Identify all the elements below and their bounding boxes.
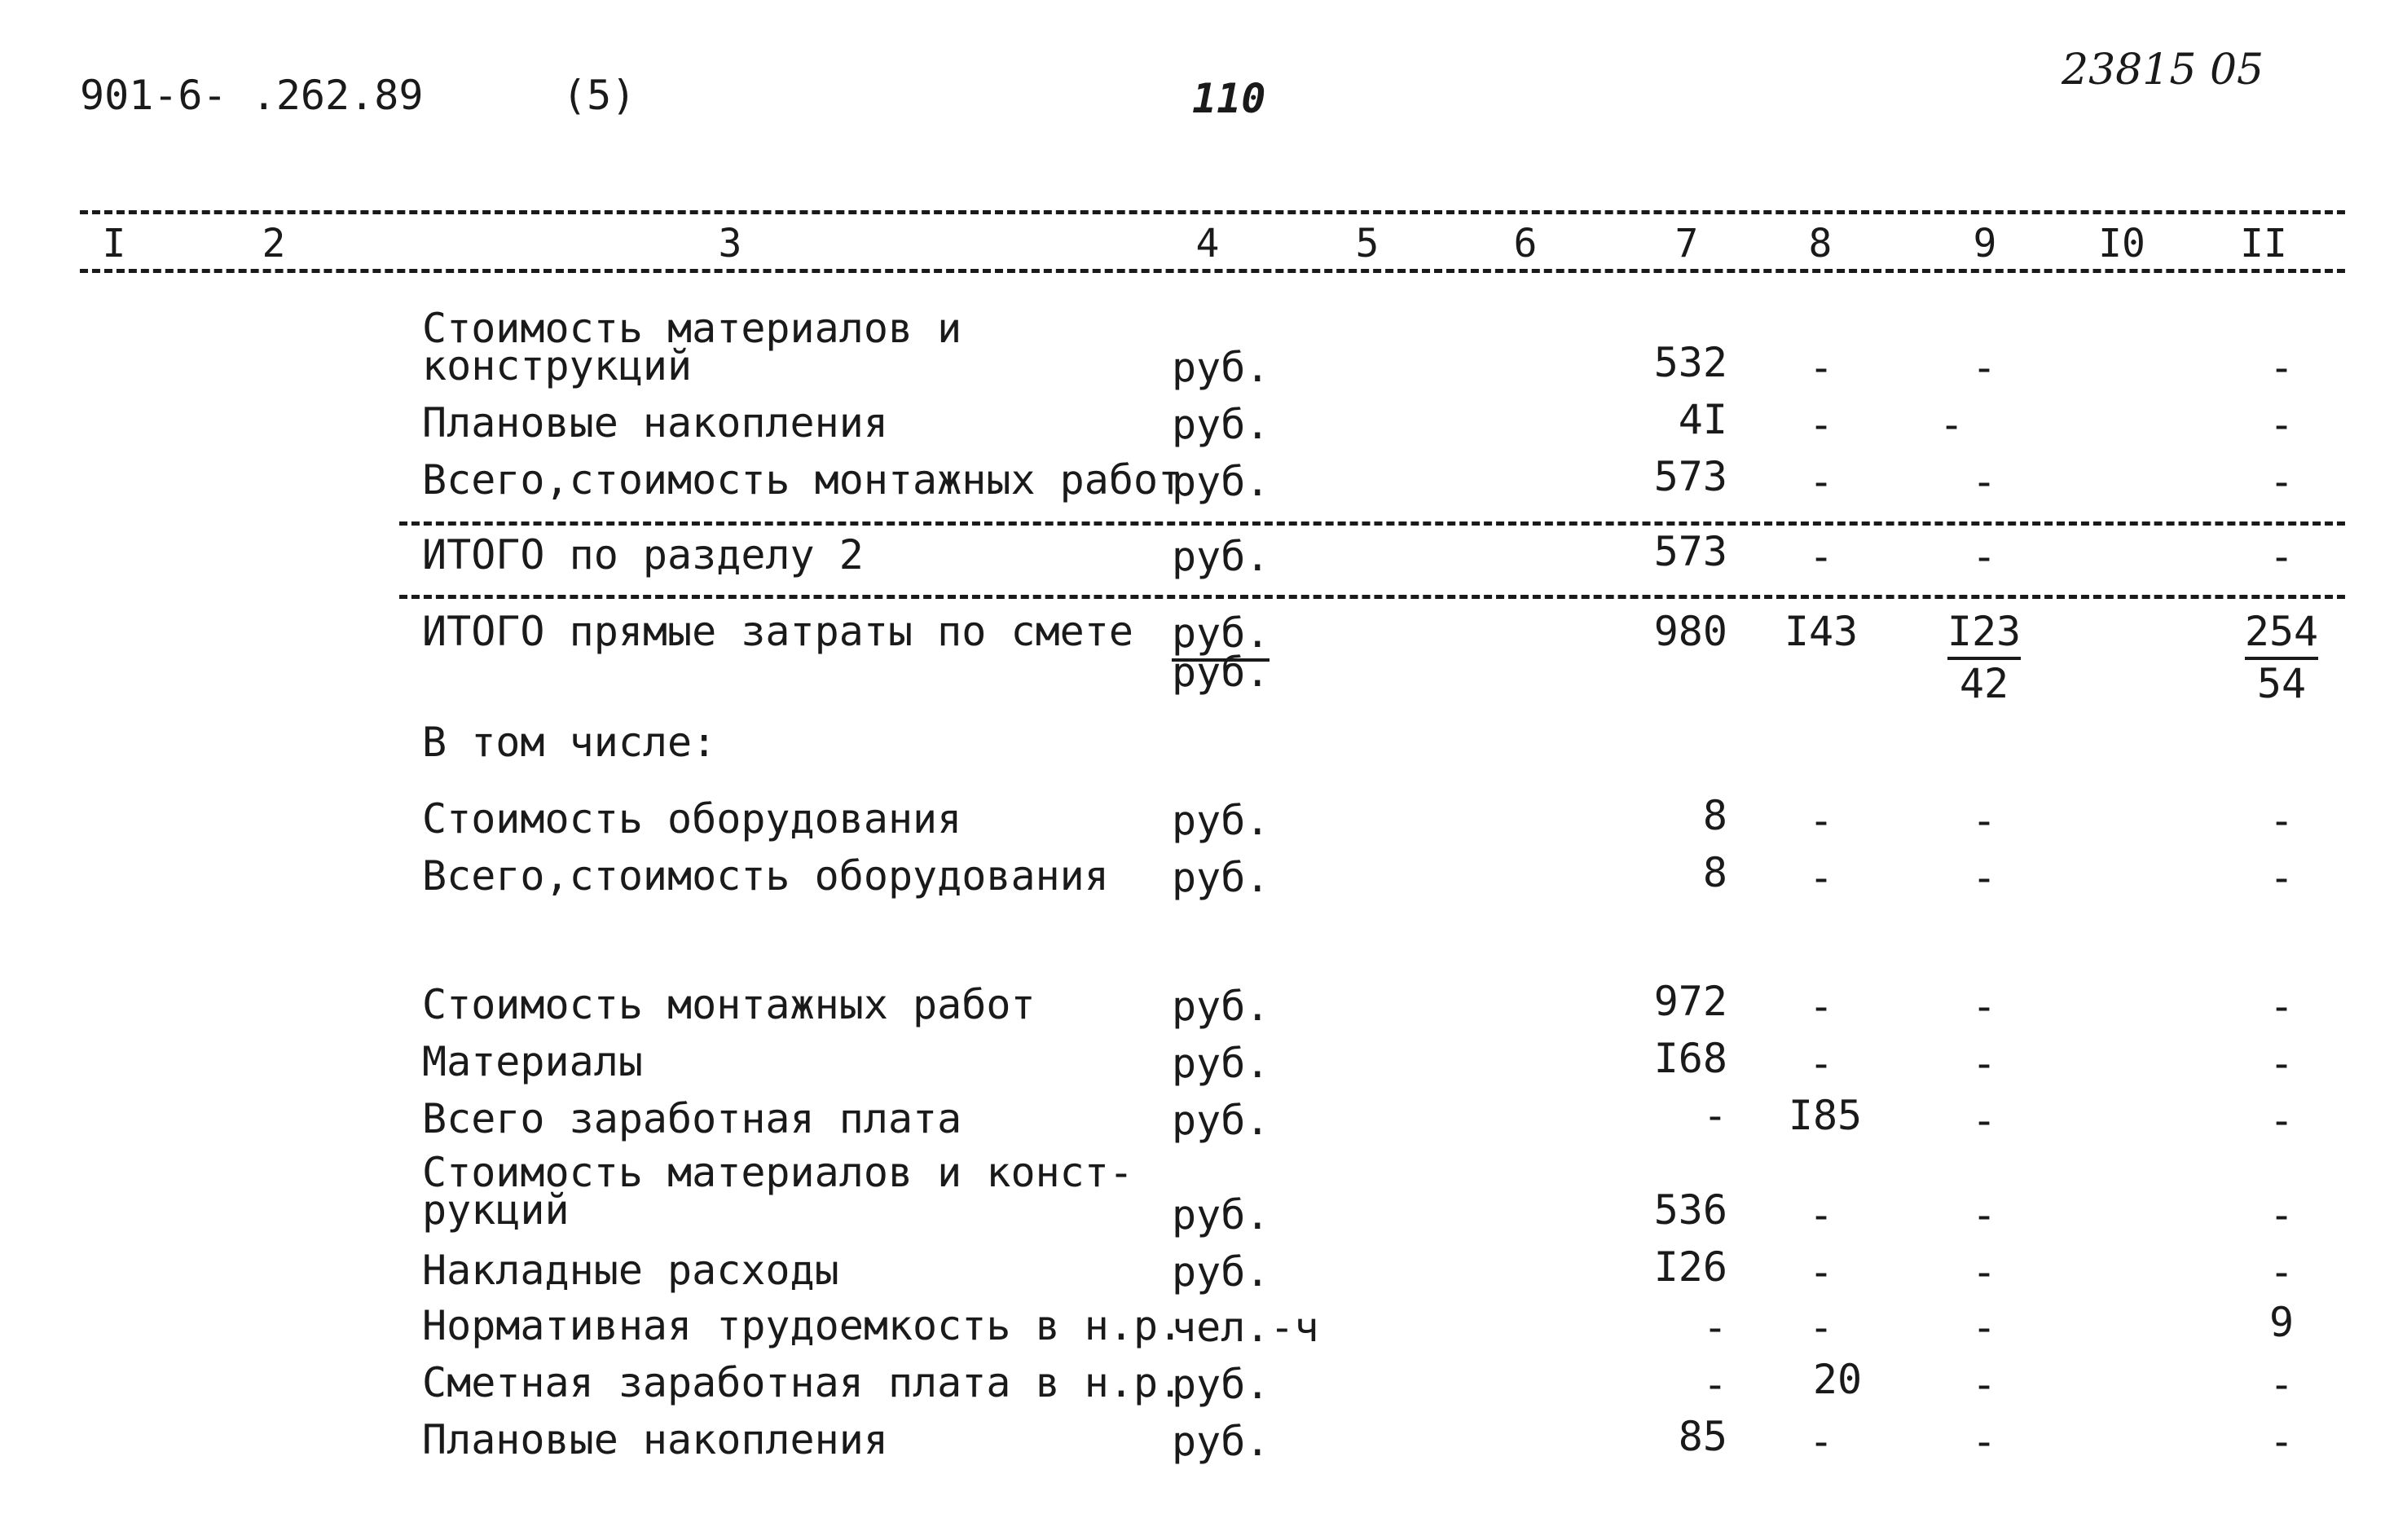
row-col9: -: [1971, 533, 1997, 580]
row-col8: -: [1808, 1304, 1834, 1351]
row-unit: чел.-ч: [1172, 1304, 1319, 1351]
row-col11: -: [2268, 1040, 2295, 1087]
section-subheading: В том числе:: [422, 719, 717, 766]
row-name: Сметная заработная плата в н.р.: [422, 1359, 1183, 1406]
column-number: II: [2240, 221, 2287, 266]
row-col9: -: [1971, 344, 1997, 391]
row-col7: -: [1702, 1304, 1727, 1351]
row-unit: руб.: [1172, 797, 1270, 844]
row-name: ИТОГО по разделу 2: [422, 531, 864, 579]
row-col11: -: [2268, 533, 2295, 580]
row-unit: руб.: [1172, 613, 1270, 653]
row-col7: 4I: [1678, 396, 1727, 443]
row-col8: -: [1808, 1191, 1834, 1239]
row-col7: 972: [1653, 978, 1727, 1025]
row-col7: I68: [1653, 1035, 1727, 1082]
row-col8: -: [1808, 401, 1834, 448]
document-code: 901-6- .262.89: [80, 72, 424, 119]
row-col11: 254: [2237, 611, 2326, 652]
section-separator: [399, 521, 2345, 526]
column-number: I: [102, 221, 126, 266]
row-col9: -: [1971, 1361, 1997, 1408]
row-col9: -: [1971, 1097, 1997, 1144]
row-col8: -: [1808, 1040, 1834, 1087]
row-col9: -: [1971, 1248, 1997, 1296]
row-name: Стоимость оборудования: [422, 795, 962, 843]
row-col8: I43: [1784, 608, 1859, 655]
row-col7: -: [1702, 1361, 1727, 1408]
row-col9: -: [1971, 1304, 1997, 1351]
row-name: Накладные расходы: [422, 1247, 839, 1294]
row-col7: -: [1702, 1092, 1727, 1139]
row-col11: 9: [2268, 1299, 2295, 1346]
row-col7: 980: [1653, 608, 1727, 655]
section-separator: [399, 595, 2345, 599]
row-col8: -: [1808, 533, 1834, 580]
row-col11: -: [2268, 1248, 2295, 1296]
row-col11-secondary: 54: [2256, 660, 2307, 707]
row-col11: -: [2268, 1191, 2295, 1239]
inventory-number: 23815 05: [2062, 46, 2264, 95]
column-number: 7: [1674, 221, 1699, 266]
row-col7: 8: [1702, 849, 1727, 896]
row-col11: -: [2268, 854, 2295, 901]
row-name: конструкций: [422, 342, 693, 389]
row-unit: руб.: [1172, 983, 1270, 1030]
row-name: Всего,стоимость монтажных работ: [422, 456, 1183, 504]
row-unit: руб.: [1172, 344, 1270, 391]
column-number: 6: [1513, 221, 1538, 266]
row-col8: -: [1808, 797, 1834, 844]
row-col11: -: [2268, 401, 2295, 448]
row-col8: -: [1808, 1418, 1834, 1465]
row-col7: 532: [1653, 339, 1727, 386]
row-col8: -: [1808, 458, 1834, 505]
row-col11: -: [2268, 344, 2295, 391]
column-number: 4: [1195, 221, 1220, 266]
column-number: 9: [1973, 221, 1997, 266]
row-unit: руб.: [1172, 1191, 1270, 1239]
row-col11: -: [2268, 797, 2295, 844]
row-unit: руб.: [1172, 458, 1270, 505]
row-col7: 8: [1702, 792, 1727, 839]
row-unit: руб.: [1172, 1040, 1270, 1087]
document-part: (5): [562, 72, 636, 119]
row-unit: руб.: [1172, 1097, 1270, 1144]
row-name: Нормативная трудоемкость в н.р.: [422, 1302, 1183, 1349]
row-unit: руб.: [1172, 401, 1270, 448]
row-unit: руб.: [1172, 533, 1270, 580]
row-col9-secondary: 42: [1959, 660, 2009, 707]
page-number: 110: [1192, 75, 1266, 122]
row-name: Стоимость материалов и конст-: [422, 1149, 1133, 1196]
row-name: Плановые накопления: [422, 399, 888, 447]
row-name: Плановые накопления: [422, 1416, 888, 1463]
row-col9: -: [1971, 458, 1997, 505]
column-number: 2: [262, 221, 286, 266]
row-unit: руб.: [1172, 1248, 1270, 1296]
row-name: Стоимость материалов и: [422, 305, 962, 352]
row-col9: -: [1971, 1191, 1997, 1239]
row-col9: -: [1938, 401, 1965, 448]
row-col9: -: [1971, 854, 1997, 901]
row-col9: -: [1971, 797, 1997, 844]
row-unit: руб.: [1172, 1418, 1270, 1465]
row-unit: руб.: [1172, 854, 1270, 901]
row-col8: -: [1808, 344, 1834, 391]
row-col11: -: [2268, 458, 2295, 505]
row-name: Материалы: [422, 1038, 643, 1085]
row-col8: -: [1808, 854, 1834, 901]
row-col7: 536: [1653, 1186, 1727, 1234]
row-col7: 573: [1653, 453, 1727, 500]
row-name: Стоимость монтажных работ: [422, 981, 1036, 1028]
row-name: Всего,стоимость оборудования: [422, 852, 1109, 900]
row-col11: -: [2268, 1097, 2295, 1144]
row-col8: 20: [1812, 1356, 1863, 1403]
column-number: 8: [1808, 221, 1833, 266]
row-unit-secondary: руб.: [1172, 649, 1270, 696]
row-col7: I26: [1653, 1243, 1727, 1291]
row-col7: 85: [1678, 1413, 1727, 1460]
row-col9: -: [1971, 983, 1997, 1030]
row-unit: руб.: [1172, 1361, 1270, 1408]
header-top-rule: [80, 210, 2345, 214]
column-number: 3: [718, 221, 742, 266]
row-col11: -: [2268, 983, 2295, 1030]
column-number: I0: [2098, 221, 2145, 266]
row-col9: -: [1971, 1418, 1997, 1465]
row-col8: I85: [1788, 1092, 1863, 1139]
row-col7: 573: [1653, 528, 1727, 575]
row-col8: -: [1808, 1248, 1834, 1296]
row-name: рукций: [422, 1186, 570, 1234]
row-col11: -: [2268, 1361, 2295, 1408]
row-name: Всего заработная плата: [422, 1095, 962, 1142]
column-number: 5: [1355, 221, 1380, 266]
row-col9: -: [1971, 1040, 1997, 1087]
row-col11: -: [2268, 1418, 2295, 1465]
header-bottom-rule: [80, 269, 2345, 273]
row-name: ИТОГО прямые затраты по смете: [422, 608, 1133, 655]
row-col9: I23: [1939, 611, 2029, 652]
row-col8: -: [1808, 983, 1834, 1030]
